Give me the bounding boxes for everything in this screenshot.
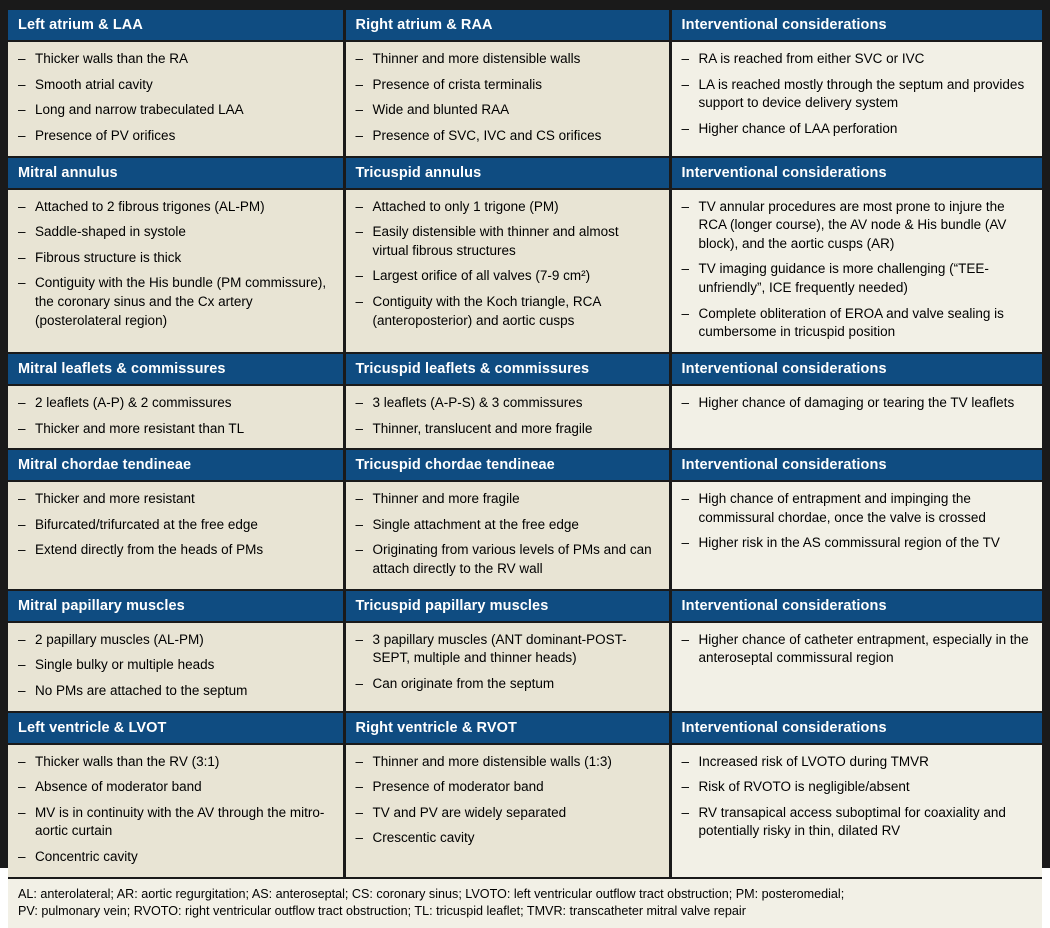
cell-right <box>344 744 670 878</box>
cell-right <box>344 622 670 712</box>
list-item: – Thicker walls than the RV (3:1) <box>18 753 331 772</box>
list-item: – Increased risk of LVOTO during TMVR <box>682 753 1031 772</box>
list-item: – High chance of entrapment and impinging the commissural chordae, once the valve is crossed <box>682 490 1031 527</box>
list-item: – RA is reached from either SVC or IVC <box>682 50 1031 69</box>
list-item: – Higher chance of damaging or tearing the TV leaflets <box>682 394 1031 413</box>
list-item: – Fibrous structure is thick <box>18 249 331 268</box>
list-item: – Extend directly from the heads of PMs <box>18 541 331 560</box>
column-header-left: Left ventricle & LVOT <box>8 712 344 744</box>
list-item: – Thicker and more resistant <box>18 490 331 509</box>
column-header-left: Left atrium & LAA <box>8 10 344 41</box>
list-item: – 3 papillary muscles (ANT dominant-POST-SEPT, multiple and thinner heads) <box>356 631 657 668</box>
table-row <box>8 481 1042 590</box>
table-row <box>8 622 1042 712</box>
table-row <box>8 385 1042 449</box>
table-header-row <box>8 353 1042 385</box>
list-item: – TV imaging guidance is more challenging (“TEE-unfriendly”, ICE frequently needed) <box>682 260 1031 297</box>
cell-right <box>344 41 670 157</box>
list-item: – Absence of moderator band <box>18 778 331 797</box>
cell-interventional <box>670 622 1042 712</box>
table-header-row <box>8 712 1042 744</box>
column-header-right: Tricuspid papillary muscles <box>344 590 670 622</box>
column-header-interventional: Interventional considerations <box>670 353 1042 385</box>
cell-left <box>8 385 344 449</box>
list-item: – Presence of crista terminalis <box>356 76 657 95</box>
column-header-interventional: Interventional considerations <box>670 712 1042 744</box>
column-header-right: Tricuspid leaflets & commissures <box>344 353 670 385</box>
cell-left <box>8 744 344 878</box>
column-header-interventional: Interventional considerations <box>670 449 1042 481</box>
column-header-left: Mitral annulus <box>8 157 344 189</box>
column-header-right: Right atrium & RAA <box>344 10 670 41</box>
list-item: – MV is in continuity with the AV through the mitro-aortic curtain <box>18 804 331 841</box>
cell-interventional <box>670 744 1042 878</box>
list-item: – 2 leaflets (A-P) & 2 commissures <box>18 394 331 413</box>
column-header-right: Tricuspid annulus <box>344 157 670 189</box>
cell-right <box>344 189 670 353</box>
list-item: – Attached to 2 fibrous trigones (AL-PM) <box>18 198 331 217</box>
list-item: – TV annular procedures are most prone to injure the RCA (longer course), the AV node & His bundle (AV block), and the aortic cusps (AR) <box>682 198 1031 254</box>
list-item: – LA is reached mostly through the septum and provides support to device delivery system <box>682 76 1031 113</box>
list-item: – Risk of RVOTO is negligible/absent <box>682 778 1031 797</box>
cell-left <box>8 622 344 712</box>
list-item: – Presence of moderator band <box>356 778 657 797</box>
list-item: – TV and PV are widely separated <box>356 804 657 823</box>
cell-right <box>344 385 670 449</box>
column-header-interventional: Interventional considerations <box>670 590 1042 622</box>
table-header-row <box>8 590 1042 622</box>
list-item: – Bifurcated/trifurcated at the free edge <box>18 516 331 535</box>
cell-left <box>8 41 344 157</box>
table-row <box>8 41 1042 157</box>
column-header-right: Tricuspid chordae tendineae <box>344 449 670 481</box>
list-item: – Thinner and more fragile <box>356 490 657 509</box>
column-header-right: Right ventricle & RVOT <box>344 712 670 744</box>
list-item: – Single bulky or multiple heads <box>18 656 331 675</box>
list-item: – Smooth atrial cavity <box>18 76 331 95</box>
list-item: – Thinner, translucent and more fragile <box>356 420 657 439</box>
list-item: – Long and narrow trabeculated LAA <box>18 101 331 120</box>
cell-interventional <box>670 189 1042 353</box>
table-header-row <box>8 10 1042 41</box>
table-header-row <box>8 449 1042 481</box>
anatomy-comparison-table <box>8 10 1042 879</box>
list-item: – Thicker walls than the RA <box>18 50 331 69</box>
list-item: – Contiguity with the Koch triangle, RCA (anteroposterior) and aortic cusps <box>356 293 657 330</box>
cell-left <box>8 189 344 353</box>
list-item: – Easily distensible with thinner and almost virtual fibrous structures <box>356 223 657 260</box>
cell-interventional <box>670 481 1042 590</box>
column-header-left: Mitral papillary muscles <box>8 590 344 622</box>
list-item: – Higher chance of LAA perforation <box>682 120 1031 139</box>
column-header-interventional: Interventional considerations <box>670 10 1042 41</box>
list-item: – Presence of PV orifices <box>18 127 331 146</box>
footnote-line-2: PV: pulmonary vein; RVOTO: right ventricular outflow tract obstruction; TL: tricuspid leaflet; TMVR: transcatheter mitral valve repair <box>18 903 746 918</box>
list-item: – Largest orifice of all valves (7-9 cm²) <box>356 267 657 286</box>
list-item: – Thinner and more distensible walls <box>356 50 657 69</box>
list-item: – No PMs are attached to the septum <box>18 682 331 701</box>
cell-interventional <box>670 41 1042 157</box>
list-item: – Originating from various levels of PMs and can attach directly to the RV wall <box>356 541 657 578</box>
table-header-row <box>8 157 1042 189</box>
list-item: – Wide and blunted RAA <box>356 101 657 120</box>
list-item: – Attached to only 1 trigone (PM) <box>356 198 657 217</box>
list-item: – Thicker and more resistant than TL <box>18 420 331 439</box>
list-item: – Single attachment at the free edge <box>356 516 657 535</box>
list-item: – Higher chance of catheter entrapment, especially in the anteroseptal commissural region <box>682 631 1031 668</box>
list-item: – Higher risk in the AS commissural region of the TV <box>682 534 1031 553</box>
column-header-left: Mitral leaflets & commissures <box>8 353 344 385</box>
list-item: – Contiguity with the His bundle (PM commissure), the coronary sinus and the Cx artery (posterolateral region) <box>18 274 331 330</box>
list-item: – Presence of SVC, IVC and CS orifices <box>356 127 657 146</box>
table-row <box>8 744 1042 878</box>
list-item: – Complete obliteration of EROA and valve sealing is cumbersome in tricuspid position <box>682 305 1031 342</box>
abbreviations-footnote <box>8 879 1042 928</box>
list-item: – Saddle-shaped in systole <box>18 223 331 242</box>
footnote-line-1: AL: anterolateral; AR: aortic regurgitation; AS: anteroseptal; CS: coronary sinus; LVOTO: left ventricular outflow tract obstruction; PM: posteromedial; <box>18 886 845 901</box>
cell-left <box>8 481 344 590</box>
list-item: – Can originate from the septum <box>356 675 657 694</box>
list-item: – Crescentic cavity <box>356 829 657 848</box>
list-item: – RV transapical access suboptimal for coaxiality and potentially risky in thin, dilated RV <box>682 804 1031 841</box>
list-item: – 2 papillary muscles (AL-PM) <box>18 631 331 650</box>
list-item: – 3 leaflets (A-P-S) & 3 commissures <box>356 394 657 413</box>
cell-interventional <box>670 385 1042 449</box>
cell-right <box>344 481 670 590</box>
table-row <box>8 189 1042 353</box>
list-item: – Concentric cavity <box>18 848 331 867</box>
column-header-left: Mitral chordae tendineae <box>8 449 344 481</box>
list-item: – Thinner and more distensible walls (1:3) <box>356 753 657 772</box>
column-header-interventional: Interventional considerations <box>670 157 1042 189</box>
